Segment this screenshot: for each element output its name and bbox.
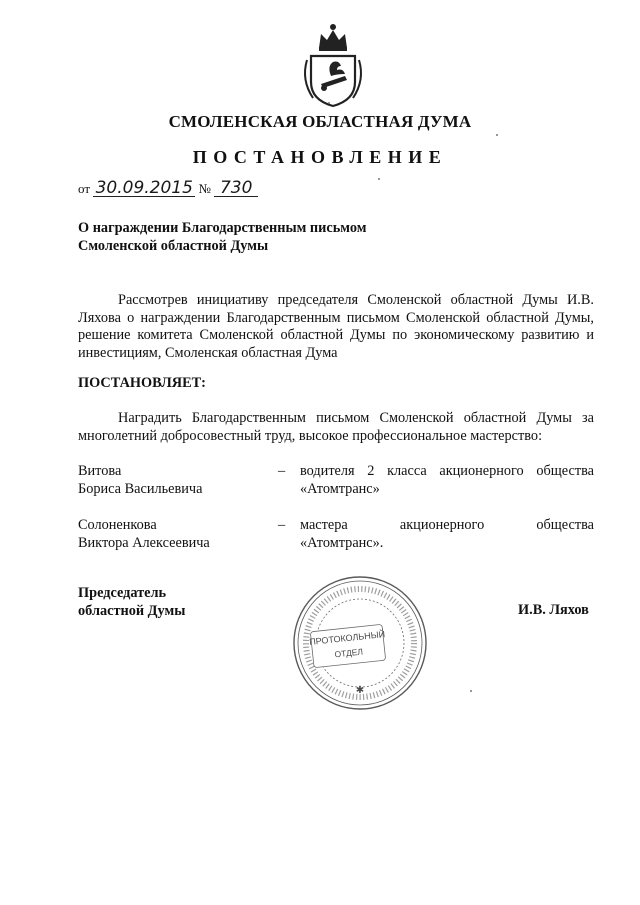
scan-speck	[470, 690, 472, 692]
coat-of-arms-icon	[297, 20, 369, 108]
dateline	[78, 180, 258, 197]
awardee-dash: –	[278, 517, 286, 533]
signatory-name: И.В. Ляхов	[518, 602, 589, 618]
signatory-title-line-1: Председатель	[78, 585, 167, 601]
signatory-title	[78, 585, 185, 620]
scan-speck	[328, 102, 330, 104]
awardee-position: мастера акционерного общества	[300, 517, 594, 533]
scan-speck	[378, 178, 380, 180]
signatory-title-line-2: областной Думы	[78, 602, 186, 619]
resolution-paragraph: Наградить Благодарственным письмом Смоленской областной Думы за многолетний добросовестный труд, высокое профессиональное мастерство:	[78, 410, 594, 444]
awardee-dash: –	[278, 463, 286, 479]
awardee-name	[78, 463, 268, 498]
number-prefix: №	[198, 181, 211, 196]
stamp-text-line-2: ОТДЕЛ	[334, 646, 364, 660]
awardee-name	[78, 517, 268, 552]
awardee-surname: Солоненкова	[78, 517, 157, 533]
subject	[78, 220, 366, 255]
scan-speck	[496, 134, 498, 136]
awardee-position-cont: «Атомтранс»	[300, 480, 380, 497]
subject-line-2: Смоленской областной Думы	[78, 237, 269, 254]
decree-word: ПОСТАНОВЛЯЕТ:	[78, 375, 206, 391]
awardee-position: водителя 2 класса акционерного общества	[300, 463, 594, 479]
stamp-star-icon: ✱	[355, 685, 365, 696]
organization-name: СМОЛЕНСКАЯ ОБЛАСТНАЯ ДУМА	[168, 112, 472, 131]
awardee-given: Виктора Алексеевича	[78, 534, 210, 551]
awardee-surname: Витова	[78, 463, 122, 479]
date-handwritten: 30.09.2015	[93, 180, 195, 197]
date-prefix: от	[78, 181, 91, 196]
awardee-given: Бориса Васильевича	[78, 480, 203, 497]
awardee-position-cont: «Атомтранс».	[300, 534, 384, 551]
awardee-row	[78, 517, 594, 553]
stamp-text-line-1: ПРОТОКОЛЬНЫЙ	[308, 629, 386, 647]
subject-line-1: О награждении Благодарственным письмом	[78, 220, 367, 236]
number-handwritten: 730	[214, 180, 258, 197]
document-type: ПОСТАНОВЛЕНИЕ	[192, 147, 448, 167]
preamble-paragraph: Рассмотрев инициативу председателя Смоленской областной Думы И.В. Ляхова о награждении Благодарственным письмом Смоленской областной Думы, решение комитета Смоленской областной Думы по экономическому развитию и инвестициям, Смоленская областная Дума	[78, 292, 594, 361]
awardee-row	[78, 463, 594, 499]
official-stamp	[290, 573, 430, 713]
